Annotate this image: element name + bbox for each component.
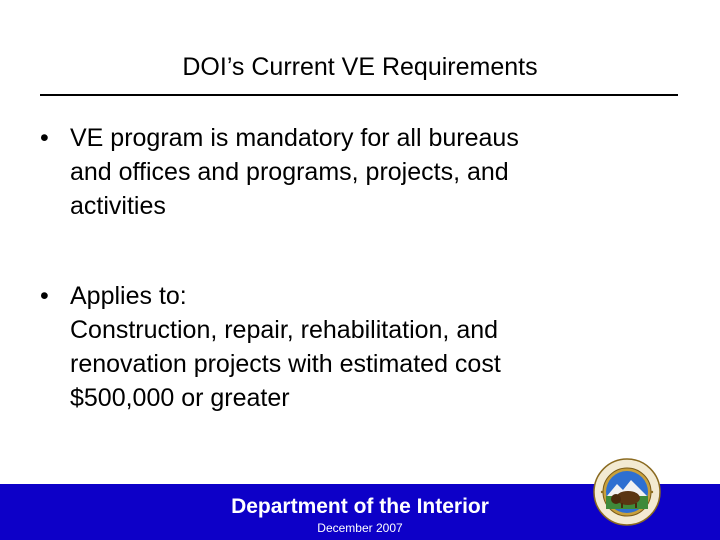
bullet-line: $500,000 or greater	[70, 384, 290, 412]
bison-leg	[635, 503, 637, 508]
bullet-line: and offices and programs, projects, and	[70, 158, 509, 186]
bullet-list	[40, 121, 680, 415]
seal-dot	[651, 491, 653, 493]
bison-leg	[621, 503, 623, 508]
bullet-item	[40, 279, 680, 415]
bullet-marker: •	[40, 124, 49, 152]
footer-title: Department of the Interior	[231, 495, 489, 518]
doi-seal-icon	[593, 458, 661, 526]
bullet-line: Construction, repair, rehabilitation, and	[70, 316, 499, 344]
bison-head-icon	[611, 494, 621, 504]
bullet-line: VE program is mandatory for all bureaus	[70, 124, 519, 152]
title-divider	[40, 94, 678, 96]
bullet-item	[40, 121, 680, 223]
footer-date: December 2007	[317, 521, 403, 535]
bullet-line: renovation projects with estimated cost	[70, 350, 501, 378]
bullet-line: Applies to:	[70, 282, 187, 310]
seal-dot	[601, 491, 603, 493]
slide-title: DOI’s Current VE Requirements	[182, 53, 538, 81]
bullet-line: activities	[70, 192, 166, 220]
bullet-marker: •	[40, 282, 49, 310]
